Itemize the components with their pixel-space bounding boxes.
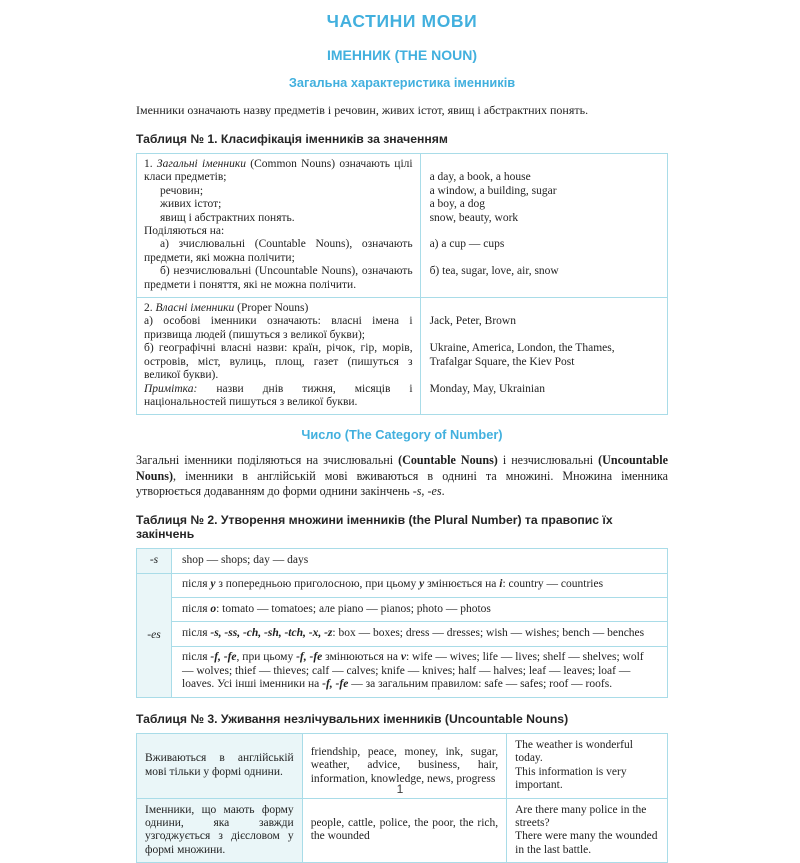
plural-rule-cell: після o: tomato — tomatoes; але piano — pianos; photo — photos xyxy=(172,598,668,622)
table-row xyxy=(137,622,668,646)
page-content xyxy=(136,4,668,863)
uncountable-nouns-table xyxy=(136,733,668,863)
classification-table xyxy=(136,153,668,415)
table1-caption: Таблиця № 1. Класифікація іменників за значенням xyxy=(136,132,448,146)
common-nouns-examples-cell: a day, a book, a house a window, a building, sugar a boy, a dog snow, beauty, work а) a cup — cups б) tea, sugar, love, air, snow xyxy=(420,154,667,298)
table-row xyxy=(137,573,668,597)
uncountable-usage-cell: Вживаються в англійській мові тільки у формі однини. xyxy=(137,734,303,799)
uncountable-examples-cell: people, cattle, police, the poor, the rich, the wounded xyxy=(302,798,506,863)
section-title-noun: ІМЕННИК (THE NOUN) xyxy=(326,47,478,63)
section-title-number: Число (The Category of Number) xyxy=(301,427,503,443)
chapter-title: ЧАСТИНИ МОВИ xyxy=(326,11,478,31)
page-number: 1 xyxy=(396,782,404,796)
table-row xyxy=(137,549,668,573)
plural-rule-cell: після -s, -ss, -ch, -sh, -tch, -x, -z: box — boxes; dress — dresses; wish — wishes; bench — benches xyxy=(172,622,668,646)
table-row xyxy=(137,298,668,415)
proper-nouns-definition-cell: 2. Власні іменники (Proper Nouns) а) особові іменники означають: власні імена і призвища людей (пишуться з великої букви); б) географічні власні назви: країн, річок, гір, морів, островів, міст, вулиць, площ, газет (пишуться з великої букви). Примітка: назви днів тижня, місяців і національностей пишуться з великої букви. xyxy=(137,298,421,415)
table-row xyxy=(137,798,668,863)
uncountable-sentences-cell: The weather is wonderful today. This information is very important. xyxy=(507,734,668,799)
table-row xyxy=(137,154,668,298)
number-paragraph: Загальні іменники поділяються на зчислювальні (Countable Nouns) і незчислювальні (Uncountable Nouns), іменники в англійській мові вживаються в однині та множині. Множина іменника утворюється додаванням до форми однини закінчень -s, -es. xyxy=(136,453,669,498)
table2-caption: Таблиця № 2. Утворення множини іменників (the Plural Number) та правопис їх закінчень xyxy=(136,513,613,542)
table-row xyxy=(137,598,668,622)
uncountable-usage-cell: Іменники, що мають форму однини, яка завжди узгоджується з дієсловом у формі множини. xyxy=(137,798,303,863)
plural-rule-cell: після -f, -fe, при цьому -f, -fe змінюються на v: wife — wives; life — lives; shelf — shelves; wolf — wolves; thief — thieves; calf — calves; knife — knives; half — halves; leaf — leaves; loaf — loaves. Усі інші іменники на -f, -fe — за загальним правилом: safe — safes; roof — roofs. xyxy=(172,646,668,697)
table3-caption: Таблиця № 3. Уживання незлічувальних іменників (Uncountable Nouns) xyxy=(136,712,569,727)
plural-formation-table xyxy=(136,548,668,698)
plural-rule-cell: після y з попередньою приголосною, при цьому y змінюється на i: country — countries xyxy=(172,573,668,597)
proper-nouns-examples-cell: Jack, Peter, Brown Ukraine, America, London, the Thames, Trafalgar Square, the Kiev Post Monday, May, Ukrainian xyxy=(420,298,667,415)
intro-paragraph: Іменники означають назву предметів і речовин, живих істот, явищ і абстрактних понять. xyxy=(136,103,589,117)
uncountable-sentences-cell: Are there many police in the streets? There were many the wounded in the last battle. xyxy=(507,798,668,863)
plural-suffix-es-label: -es xyxy=(137,573,172,697)
plural-suffix-s-label: -s xyxy=(137,549,172,573)
table-row xyxy=(137,646,668,697)
common-nouns-definition-cell: 1. Загальні іменники (Common Nouns) означають цілі класи предметів; речовин; живих істот; явищ і абстрактних понять. Поділяються на: а) зчислювальні (Countable Nouns), означають предмети, які можна полічити; б) незчислювальні (Uncountable Nouns), означають предмети і поняття, які не можна полічити. xyxy=(137,154,421,298)
plural-rule-cell: shop — shops; day — days xyxy=(172,549,668,573)
uncountable-examples-cell: friendship, peace, money, ink, sugar, weather, advice, business, hair, information, knowledge, news, progress xyxy=(302,734,506,799)
subsection-title-characteristics: Загальна характеристика іменників xyxy=(288,75,516,90)
